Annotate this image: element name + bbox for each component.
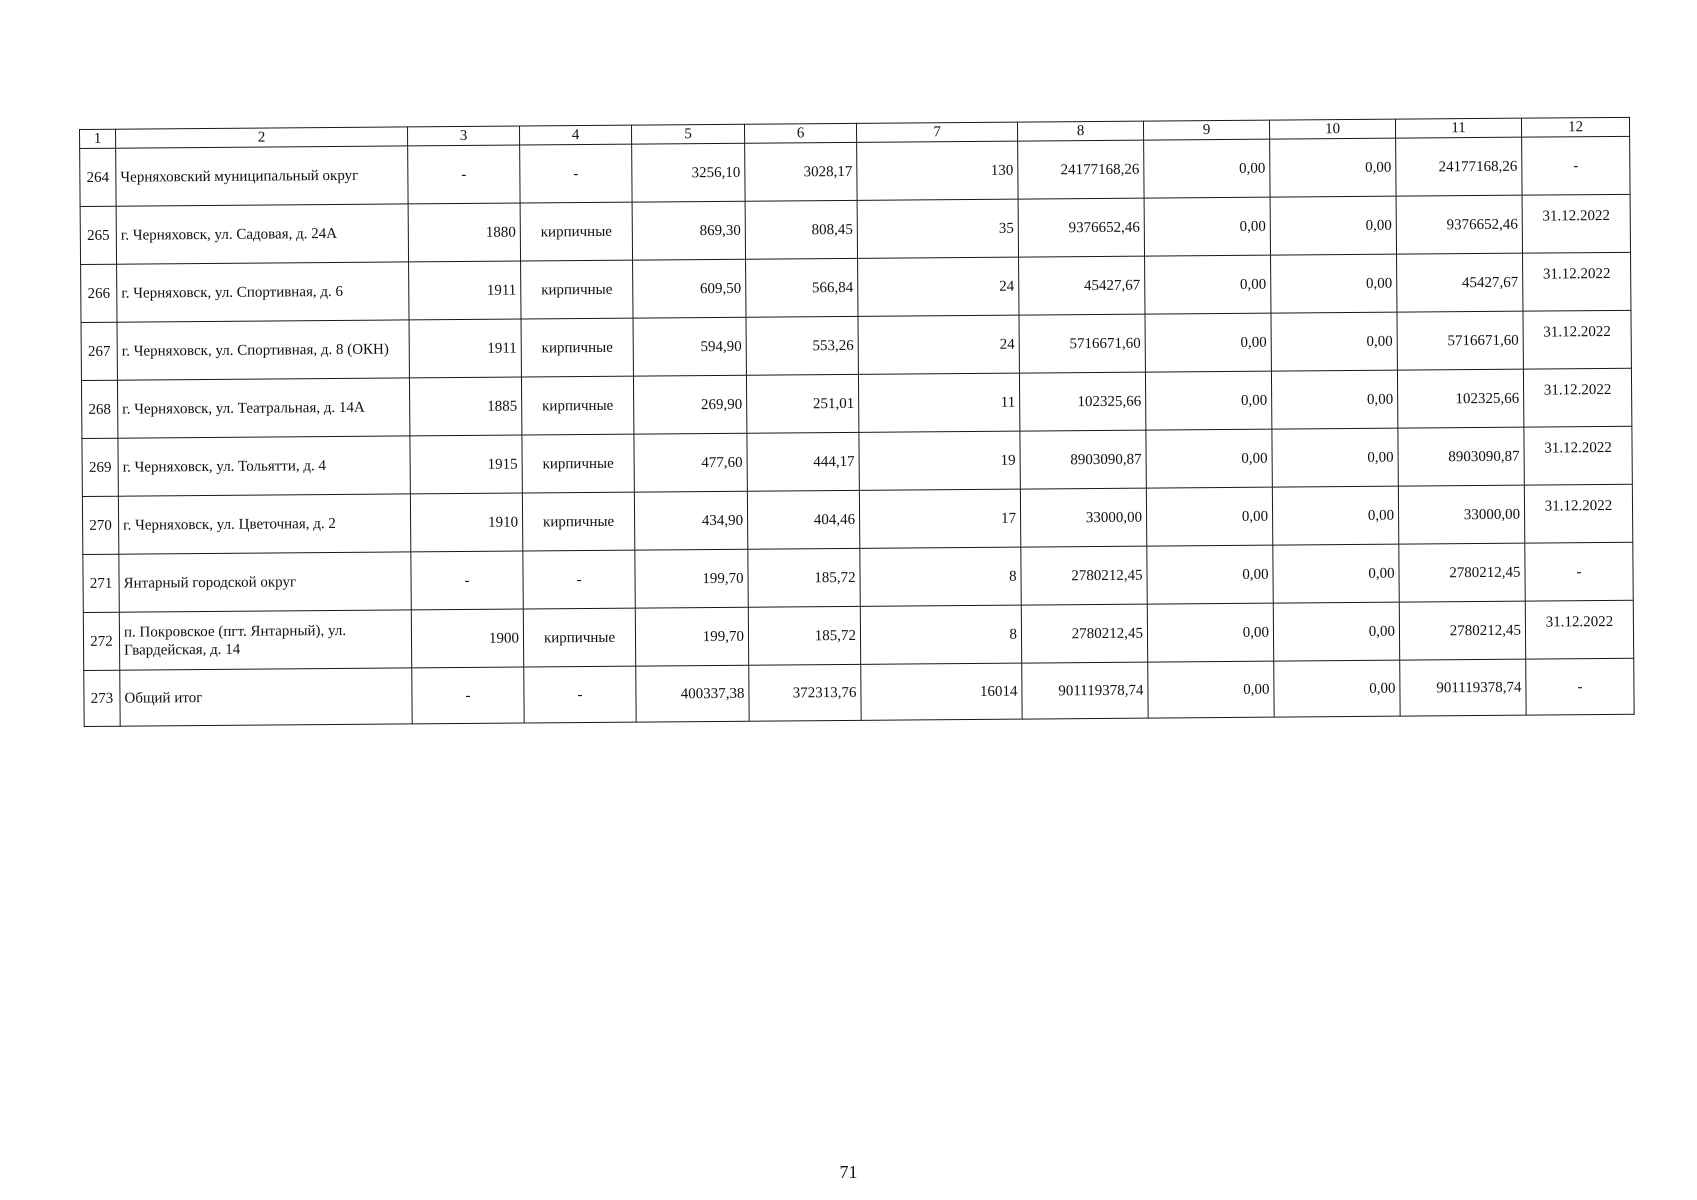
fund-cost-cell: 0,00 <box>1147 545 1273 604</box>
wall-material-cell: кирпичные <box>521 376 633 435</box>
residents-cell: 24 <box>858 257 1019 316</box>
year-cell: 1910 <box>410 493 522 552</box>
column-header: 7 <box>856 122 1017 142</box>
year-cell: - <box>412 667 524 724</box>
fund-cost-cell: 0,00 <box>1148 661 1274 718</box>
other-cost-cell: 0,00 <box>1271 312 1397 371</box>
living-area-cell: 566,84 <box>746 258 858 317</box>
row-number-cell: 271 <box>83 554 119 612</box>
regional-cost-cell: 8903090,87 <box>1398 427 1524 486</box>
fund-cost-cell: 0,00 <box>1147 603 1273 662</box>
date-cell: 31.12.2022 <box>1524 484 1632 543</box>
column-header: 4 <box>519 125 631 145</box>
column-header: 12 <box>1521 117 1629 137</box>
year-cell: 1880 <box>408 203 520 262</box>
other-cost-cell: 0,00 <box>1272 486 1398 545</box>
regional-cost-cell: 2780212,45 <box>1399 543 1525 602</box>
regional-cost-cell: 33000,00 <box>1398 485 1524 544</box>
wall-material-cell: - <box>520 144 632 203</box>
row-number-cell: 266 <box>81 264 117 322</box>
total-area-cell: 477,60 <box>634 433 747 492</box>
total-cost-cell: 901119378,74 <box>1022 662 1148 719</box>
living-area-cell: 251,01 <box>746 374 858 433</box>
residents-cell: 19 <box>859 431 1020 490</box>
wall-material-cell: кирпичные <box>522 492 634 551</box>
total-cost-cell: 5716671,60 <box>1019 314 1145 373</box>
residents-cell: 16014 <box>861 663 1022 720</box>
address-cell: г. Черняховск, ул. Тольятти, д. 4 <box>118 436 410 496</box>
year-cell: 1911 <box>409 261 521 320</box>
wall-material-cell: кирпичные <box>523 608 635 667</box>
date-cell: 31.12.2022 <box>1524 426 1632 485</box>
fund-cost-cell: 0,00 <box>1146 429 1272 488</box>
fund-cost-cell: 0,00 <box>1145 255 1271 314</box>
address-cell: г. Черняховск, ул. Спортивная, д. 6 <box>117 262 409 322</box>
total-cost-cell: 24177168,26 <box>1018 140 1144 199</box>
total-area-cell: 869,30 <box>632 201 745 260</box>
total-cost-cell: 102325,66 <box>1019 372 1145 431</box>
wall-material-cell: - <box>524 666 636 723</box>
other-cost-cell: 0,00 <box>1273 544 1399 603</box>
living-area-cell: 808,45 <box>745 200 857 259</box>
address-cell: г. Черняховск, ул. Цветочная, д. 2 <box>118 494 410 554</box>
living-area-cell: 372313,76 <box>749 664 861 721</box>
total-cost-cell: 2780212,45 <box>1021 604 1147 663</box>
wall-material-cell: кирпичные <box>520 202 632 261</box>
address-cell: г. Черняховск, ул. Садовая, д. 24А <box>116 204 408 264</box>
living-area-cell: 185,72 <box>748 606 860 665</box>
other-cost-cell: 0,00 <box>1271 370 1397 429</box>
fund-cost-cell: 0,00 <box>1145 371 1271 430</box>
address-cell: Янтарный городской округ <box>119 552 411 612</box>
page-number: 71 <box>839 1162 858 1182</box>
row-number-cell: 265 <box>80 206 116 264</box>
column-header: 2 <box>116 127 408 148</box>
living-area-cell: 185,72 <box>748 548 860 607</box>
residents-cell: 17 <box>859 489 1020 548</box>
fund-cost-cell: 0,00 <box>1144 197 1270 256</box>
row-number-cell: 268 <box>81 380 117 438</box>
column-header: 3 <box>407 126 519 146</box>
wall-material-cell: кирпичные <box>522 434 634 493</box>
year-cell: - <box>411 551 523 610</box>
regional-cost-cell: 5716671,60 <box>1397 311 1523 370</box>
address-cell: г. Черняховск, ул. Театральная, д. 14А <box>117 378 409 438</box>
regional-cost-cell: 2780212,45 <box>1399 601 1525 660</box>
other-cost-cell: 0,00 <box>1274 660 1400 717</box>
total-area-cell: 3256,10 <box>632 143 745 202</box>
column-header: 9 <box>1143 120 1269 140</box>
date-cell: 31.12.2022 <box>1523 252 1631 311</box>
regional-cost-cell: 9376652,46 <box>1396 195 1522 254</box>
wall-material-cell: кирпичные <box>521 260 633 319</box>
column-header: 11 <box>1395 118 1521 138</box>
fund-cost-cell: 0,00 <box>1146 487 1272 546</box>
table-row <box>84 658 1634 726</box>
total-cost-cell: 33000,00 <box>1020 488 1146 547</box>
total-cost-cell: 2780212,45 <box>1021 546 1147 605</box>
row-number-cell: 270 <box>82 496 118 554</box>
residents-cell: 35 <box>857 199 1018 258</box>
total-area-cell: 400337,38 <box>636 665 749 722</box>
total-cost-cell: 8903090,87 <box>1020 430 1146 489</box>
date-cell: - <box>1522 136 1630 195</box>
total-area-cell: 609,50 <box>633 259 746 318</box>
year-cell: - <box>408 145 520 204</box>
year-cell: 1900 <box>411 609 523 668</box>
total-area-cell: 199,70 <box>635 549 748 608</box>
row-number-cell: 264 <box>80 148 116 206</box>
column-header: 6 <box>744 123 856 143</box>
table-body <box>80 136 1634 726</box>
living-area-cell: 553,26 <box>746 316 858 375</box>
date-cell: - <box>1525 542 1633 601</box>
total-cost-cell: 45427,67 <box>1019 256 1145 315</box>
total-area-cell: 594,90 <box>633 317 746 376</box>
address-cell: п. Покровское (пгт. Янтарный), ул. Гвардейская, д. 14 <box>119 610 411 670</box>
row-number-cell: 269 <box>82 438 118 496</box>
year-cell: 1915 <box>410 435 522 494</box>
date-cell: 31.12.2022 <box>1523 310 1631 369</box>
column-header: 5 <box>631 124 744 144</box>
residents-cell: 8 <box>860 605 1021 664</box>
residents-cell: 130 <box>857 141 1018 200</box>
year-cell: 1885 <box>409 377 521 436</box>
regional-cost-cell: 901119378,74 <box>1400 659 1526 716</box>
column-header: 1 <box>80 129 116 148</box>
other-cost-cell: 0,00 <box>1270 138 1396 197</box>
total-area-cell: 269,90 <box>633 375 746 434</box>
address-cell: Черняховский муниципальный округ <box>116 146 408 206</box>
other-cost-cell: 0,00 <box>1271 254 1397 313</box>
row-number-cell: 273 <box>84 670 120 726</box>
wall-material-cell: - <box>523 550 635 609</box>
total-cost-cell: 9376652,46 <box>1018 198 1144 257</box>
total-area-cell: 199,70 <box>635 607 748 666</box>
residents-cell: 24 <box>858 315 1019 374</box>
date-cell: 31.12.2022 <box>1523 368 1631 427</box>
row-number-cell: 267 <box>81 322 117 380</box>
regional-cost-cell: 102325,66 <box>1397 369 1523 428</box>
fund-cost-cell: 0,00 <box>1144 139 1270 198</box>
wall-material-cell: кирпичные <box>521 318 633 377</box>
other-cost-cell: 0,00 <box>1272 428 1398 487</box>
date-cell: 31.12.2022 <box>1522 194 1630 253</box>
living-area-cell: 404,46 <box>747 490 859 549</box>
other-cost-cell: 0,00 <box>1273 602 1399 661</box>
residents-cell: 8 <box>860 547 1021 606</box>
date-cell: - <box>1526 658 1634 715</box>
data-table <box>79 117 1635 727</box>
year-cell: 1911 <box>409 319 521 378</box>
regional-cost-cell: 24177168,26 <box>1396 137 1522 196</box>
row-number-cell: 272 <box>83 612 119 670</box>
column-header: 8 <box>1017 121 1143 141</box>
residents-cell: 11 <box>858 373 1019 432</box>
address-cell: г. Черняховск, ул. Спортивная, д. 8 (ОКН) <box>117 320 409 380</box>
living-area-cell: 3028,17 <box>745 142 857 201</box>
column-header: 10 <box>1269 119 1395 139</box>
other-cost-cell: 0,00 <box>1270 196 1396 255</box>
date-cell: 31.12.2022 <box>1525 600 1633 659</box>
address-cell: Общий итог <box>120 668 412 726</box>
fund-cost-cell: 0,00 <box>1145 313 1271 372</box>
living-area-cell: 444,17 <box>747 432 859 491</box>
total-area-cell: 434,90 <box>634 491 747 550</box>
regional-cost-cell: 45427,67 <box>1397 253 1523 312</box>
